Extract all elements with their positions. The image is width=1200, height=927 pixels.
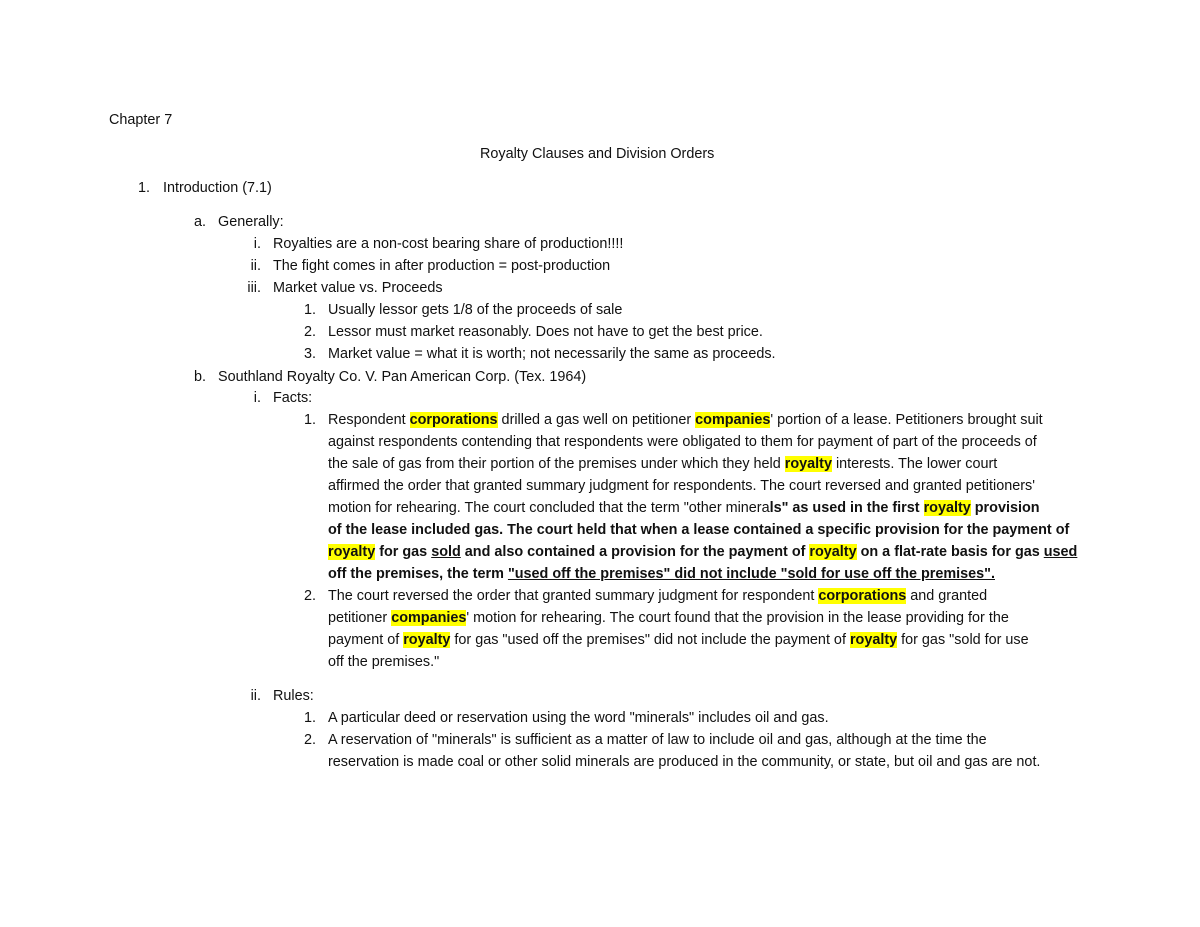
facts-paragraph-2-line: petitioner companies' motion for rehearing. The court found that the provision in the lease providing for the <box>328 610 1009 626</box>
outline-letter: b. <box>193 369 206 385</box>
outline-number: 1. <box>303 302 316 318</box>
outline-number: 1. <box>137 180 150 196</box>
outline-number: 2. <box>303 732 316 748</box>
outline-number: 1. <box>303 710 316 726</box>
facts-paragraph-1-line: affirmed the order that granted summary judgment for respondents. The court reversed and granted petitioners' <box>328 478 1035 494</box>
outline-number: 1. <box>303 412 316 428</box>
facts-paragraph-1-line: Respondent corporations drilled a gas well on petitioner companies' portion of a lease. Petitioners brought suit <box>328 412 1043 428</box>
facts-paragraph-1-line: against respondents contending that respondents were obligated to them for payment of part of the proceeds of <box>328 434 1037 450</box>
highlighted-term: royalty <box>784 456 832 472</box>
list-item: Market value = what it is worth; not necessarily the same as proceeds. <box>328 346 776 362</box>
outline-letter: a. <box>193 214 206 230</box>
outline-roman: i. <box>253 390 261 406</box>
list-item: The fight comes in after production = post-production <box>273 258 611 274</box>
facts-paragraph-2-line: payment of royalty for gas "used off the premises" did not include the payment of royalty for gas "sold for use <box>328 632 1029 648</box>
facts-paragraph-1-line: of the lease included gas. The court held that when a lease contained a specific provision for the payment of <box>328 522 1070 538</box>
subsection-heading: Generally: <box>218 214 284 230</box>
highlighted-term: royalty <box>809 544 857 560</box>
highlighted-term: royalty <box>849 632 898 648</box>
section-heading: Introduction (7.1) <box>163 180 272 196</box>
list-item: Market value vs. Proceeds <box>273 280 443 296</box>
outline-roman: ii. <box>250 258 261 274</box>
facts-heading: Facts: <box>273 390 313 406</box>
list-item: Lessor must market reasonably. Does not have to get the best price. <box>328 324 763 340</box>
highlighted-term: companies <box>391 610 467 626</box>
facts-paragraph-1-line: the sale of gas from their portion of the premises under which they held royalty interests. The lower court <box>328 456 998 472</box>
facts-paragraph-2-line: The court reversed the order that granted summary judgment for respondent corporations and granted <box>328 588 988 604</box>
outline-roman: i. <box>253 236 261 252</box>
rule-item: reservation is made coal or other solid minerals are produced in the community, or state, but oil and gas are not. <box>328 754 1041 770</box>
outline-roman: iii. <box>247 280 261 296</box>
outline-roman: ii. <box>250 688 261 704</box>
outline-number: 3. <box>303 346 316 362</box>
rule-item: A particular deed or reservation using the word "minerals" includes oil and gas. <box>328 710 829 726</box>
rule-item: A reservation of "minerals" is sufficient as a matter of law to include oil and gas, although at the time the <box>328 732 987 748</box>
outline-number: 2. <box>303 324 316 340</box>
facts-paragraph-1-line: royalty for gas sold and also contained a provision for the payment of royalty on a flat-rate basis for gas used <box>328 544 1078 560</box>
highlighted-term: royalty <box>923 500 971 516</box>
case-heading: Southland Royalty Co. V. Pan American Corp. (Tex. 1964) <box>218 369 587 385</box>
highlighted-term: companies <box>695 412 771 428</box>
rules-heading: Rules: <box>273 688 314 704</box>
highlighted-term: corporations <box>409 412 498 428</box>
outline-number: 2. <box>303 588 316 604</box>
facts-paragraph-1-line: off the premises, the term "used off the premises" did not include "sold for use off the premises". <box>328 566 995 582</box>
list-item: Usually lessor gets 1/8 of the proceeds of sale <box>328 302 623 318</box>
highlighted-term: royalty <box>328 544 376 560</box>
list-item: Royalties are a non-cost bearing share of production!!!! <box>273 236 624 252</box>
chapter-heading: Chapter 7 <box>109 112 173 128</box>
facts-paragraph-2-line: off the premises." <box>328 654 440 670</box>
document-title: Royalty Clauses and Division Orders <box>480 146 715 162</box>
facts-paragraph-1-line: motion for rehearing. The court concluded that the term "other minerals" as used in the first royalty provision <box>328 500 1040 516</box>
highlighted-term: corporations <box>818 588 907 604</box>
highlighted-term: royalty <box>403 632 451 648</box>
